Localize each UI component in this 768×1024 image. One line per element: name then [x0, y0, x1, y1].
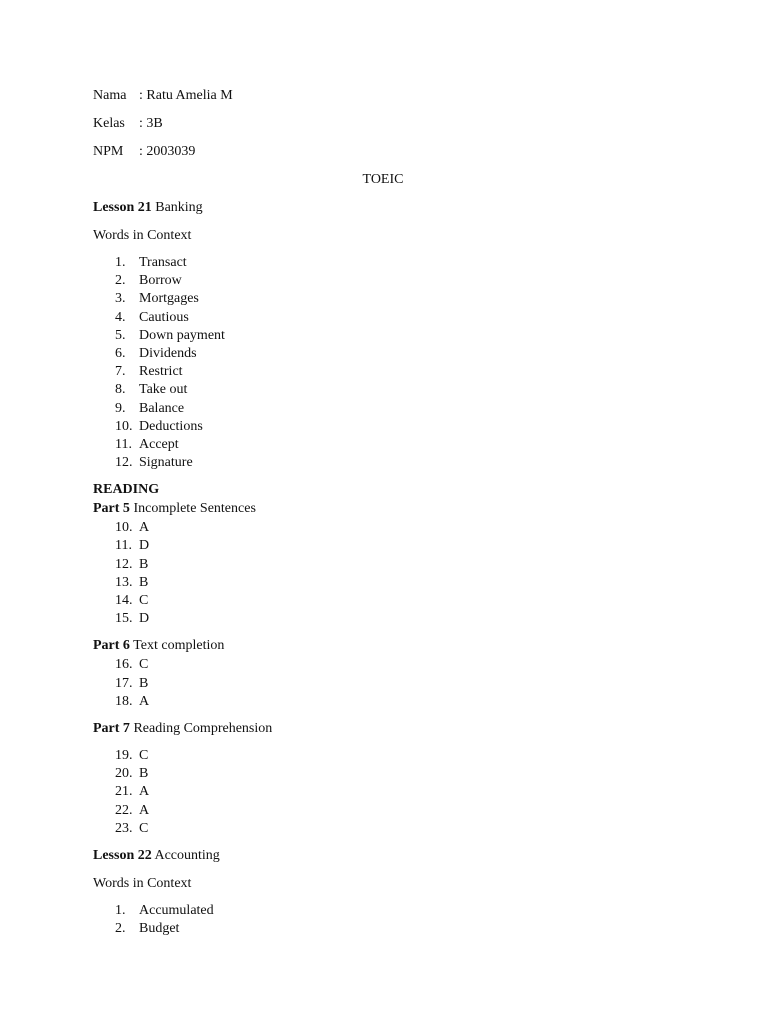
list-item-text: C	[139, 820, 149, 836]
list-item	[93, 381, 693, 399]
list-item-number: 13.	[115, 574, 133, 590]
list-item-text: Down payment	[139, 327, 225, 343]
list-item-number: 2.	[115, 921, 126, 937]
list-item	[93, 802, 693, 820]
list-item-number: 18.	[115, 693, 133, 709]
list-item-text: D	[139, 611, 150, 627]
part5-heading-bold: Part 5	[93, 501, 130, 517]
lesson22-heading-text: Accounting	[151, 847, 220, 863]
list-item-text: Borrow	[139, 273, 182, 289]
list-item-text: A	[139, 802, 150, 818]
part7-answer-list	[93, 747, 693, 838]
list-item-number: 4.	[115, 309, 126, 325]
list-item-text: A	[139, 784, 150, 800]
part5-answer-list	[93, 519, 693, 628]
list-item-number: 7.	[115, 364, 126, 380]
name-line	[93, 86, 693, 106]
list-item-text: B	[139, 574, 149, 590]
list-item	[93, 610, 693, 628]
lesson22-heading-bold: Lesson 22	[93, 847, 152, 863]
list-item	[93, 783, 693, 801]
part5-heading-text: Incomplete Sentences	[129, 501, 256, 517]
npm-label: NPM	[93, 144, 124, 159]
npm-line	[93, 142, 693, 162]
list-item-number: 12.	[115, 455, 133, 471]
list-item	[93, 574, 693, 592]
document-page	[93, 86, 693, 938]
part7-heading-text: Reading Comprehension	[129, 720, 273, 736]
list-item-text: Balance	[139, 400, 185, 416]
list-item-number: 17.	[115, 675, 133, 691]
list-item-text: A	[139, 520, 150, 536]
lesson21-heading-text: Banking	[151, 200, 203, 215]
list-item	[93, 537, 693, 555]
list-item-number: 3.	[115, 291, 126, 307]
list-item-text: B	[139, 556, 149, 572]
list-item-text: B	[139, 675, 149, 691]
list-item-text: C	[139, 657, 149, 673]
list-item-number: 16.	[115, 657, 133, 673]
list-item	[93, 327, 693, 345]
list-item	[93, 454, 693, 472]
list-item-number: 23.	[115, 820, 133, 836]
list-item-number: 6.	[115, 345, 126, 361]
list-item	[93, 592, 693, 610]
list-item-number: 20.	[115, 766, 133, 782]
list-item	[93, 363, 693, 381]
list-item-text: Cautious	[139, 309, 189, 325]
list-item	[93, 345, 693, 363]
list-item-text: A	[139, 693, 150, 709]
list-item-text: Accept	[139, 436, 179, 452]
list-item	[93, 309, 693, 327]
list-item-number: 2.	[115, 273, 126, 289]
lesson21-heading-bold: Lesson 21	[93, 200, 152, 215]
list-item	[93, 519, 693, 537]
list-item-number: 11.	[115, 538, 132, 554]
list-item-text: Transact	[139, 255, 187, 270]
list-item-number: 9.	[115, 400, 126, 416]
lesson21-word-list	[93, 254, 693, 472]
list-item	[93, 418, 693, 436]
list-item	[93, 765, 693, 783]
npm-value: : 2003039	[139, 144, 196, 159]
list-item	[93, 747, 693, 765]
list-item-text: Signature	[139, 455, 193, 471]
list-item	[93, 656, 693, 674]
list-item-text: Accumulated	[139, 902, 214, 918]
name-value: : Ratu Amelia M	[139, 88, 233, 103]
list-item	[93, 254, 693, 272]
part6-heading-bold: Part 6	[93, 638, 130, 654]
list-item-text: Dividends	[139, 345, 197, 361]
class-line	[93, 114, 693, 134]
list-item-text: Take out	[139, 382, 188, 398]
list-item-number: 1.	[115, 902, 126, 918]
list-item-number: 12.	[115, 556, 133, 572]
list-item-number: 21.	[115, 784, 133, 800]
part6-heading-text: Text completion	[129, 638, 225, 654]
list-item-number: 10.	[115, 520, 133, 536]
name-label: Nama	[93, 88, 127, 103]
list-item-text: B	[139, 766, 149, 782]
lesson21-subheading: Words in Context	[93, 228, 192, 243]
list-item	[93, 272, 693, 290]
reading-heading-text: READING	[93, 482, 160, 498]
list-item-text: Restrict	[139, 364, 183, 380]
list-item-text: C	[139, 747, 149, 763]
lesson22-heading	[93, 846, 693, 866]
list-item-number: 22.	[115, 802, 133, 818]
list-item-number: 19.	[115, 747, 133, 763]
list-item	[93, 290, 693, 308]
list-item-number: 11.	[115, 436, 132, 452]
list-item	[93, 436, 693, 454]
list-item-number: 5.	[115, 327, 126, 343]
class-value: : 3B	[139, 116, 163, 131]
part6-answer-list	[93, 656, 693, 711]
lesson22-subheading: Words in Context	[93, 875, 192, 891]
list-item-number: 14.	[115, 593, 133, 608]
part6-heading	[93, 636, 693, 656]
list-item-text: Deductions	[139, 418, 203, 434]
part7-heading	[93, 719, 693, 739]
list-item	[93, 675, 693, 693]
list-item	[93, 902, 693, 920]
part5-heading	[93, 499, 693, 519]
document-title: TOEIC	[362, 172, 404, 187]
part7-heading-bold: Part 7	[93, 720, 130, 736]
list-item-text: Mortgages	[139, 291, 199, 307]
list-item	[93, 400, 693, 418]
list-item-number: 10.	[115, 418, 133, 434]
list-item	[93, 920, 693, 938]
list-item-number: 1.	[115, 255, 126, 270]
lesson21-heading	[93, 198, 693, 218]
list-item-number: 8.	[115, 382, 126, 398]
class-label: Kelas	[93, 116, 125, 131]
list-item-text: Budget	[139, 921, 180, 937]
list-item-text: D	[139, 538, 150, 554]
lesson22-word-list	[93, 902, 693, 938]
list-item	[93, 693, 693, 711]
list-item	[93, 820, 693, 838]
list-item-number: 15.	[115, 611, 133, 627]
list-item-text: C	[139, 593, 149, 608]
reading-heading	[93, 480, 693, 500]
list-item	[93, 556, 693, 574]
